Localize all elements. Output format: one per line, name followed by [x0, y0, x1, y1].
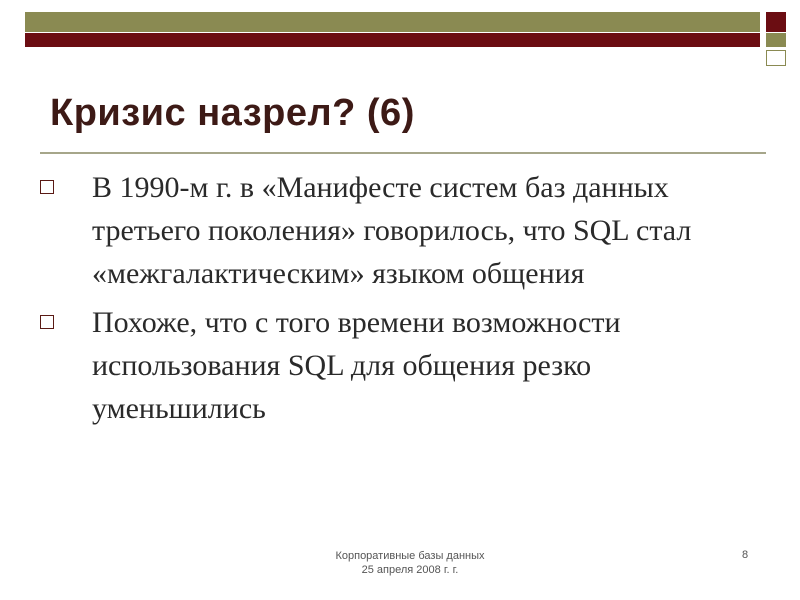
header-maroon-bar — [25, 33, 760, 47]
footer-course-name: Корпоративные базы данных — [335, 550, 485, 562]
bullet-item — [40, 301, 770, 430]
hollow-square-bullet-icon — [40, 180, 54, 194]
hollow-square-bullet-icon — [40, 315, 54, 329]
page-number: 8 — [742, 549, 749, 561]
bullet-text: В 1990-м г. в «Манифесте систем баз данных третьего поколения» говорилось, что SQL стал «межгалактическим» языком общения — [92, 171, 692, 290]
slide-title: Кризис назрел? (6) — [50, 92, 415, 134]
bullet-item — [40, 166, 770, 295]
bullet-list — [40, 166, 770, 436]
title-divider — [40, 152, 766, 154]
corner-square-olive — [766, 33, 786, 47]
corner-square-outline — [766, 50, 786, 66]
slide-footer — [280, 549, 540, 577]
corner-square-dark — [766, 12, 786, 32]
header-olive-bar — [25, 12, 760, 32]
bullet-text: Похоже, что с того времени возможности использования SQL для общения резко уменьшились — [92, 306, 621, 425]
footer-date: 25 апреля 2008 г. г. — [361, 564, 459, 576]
